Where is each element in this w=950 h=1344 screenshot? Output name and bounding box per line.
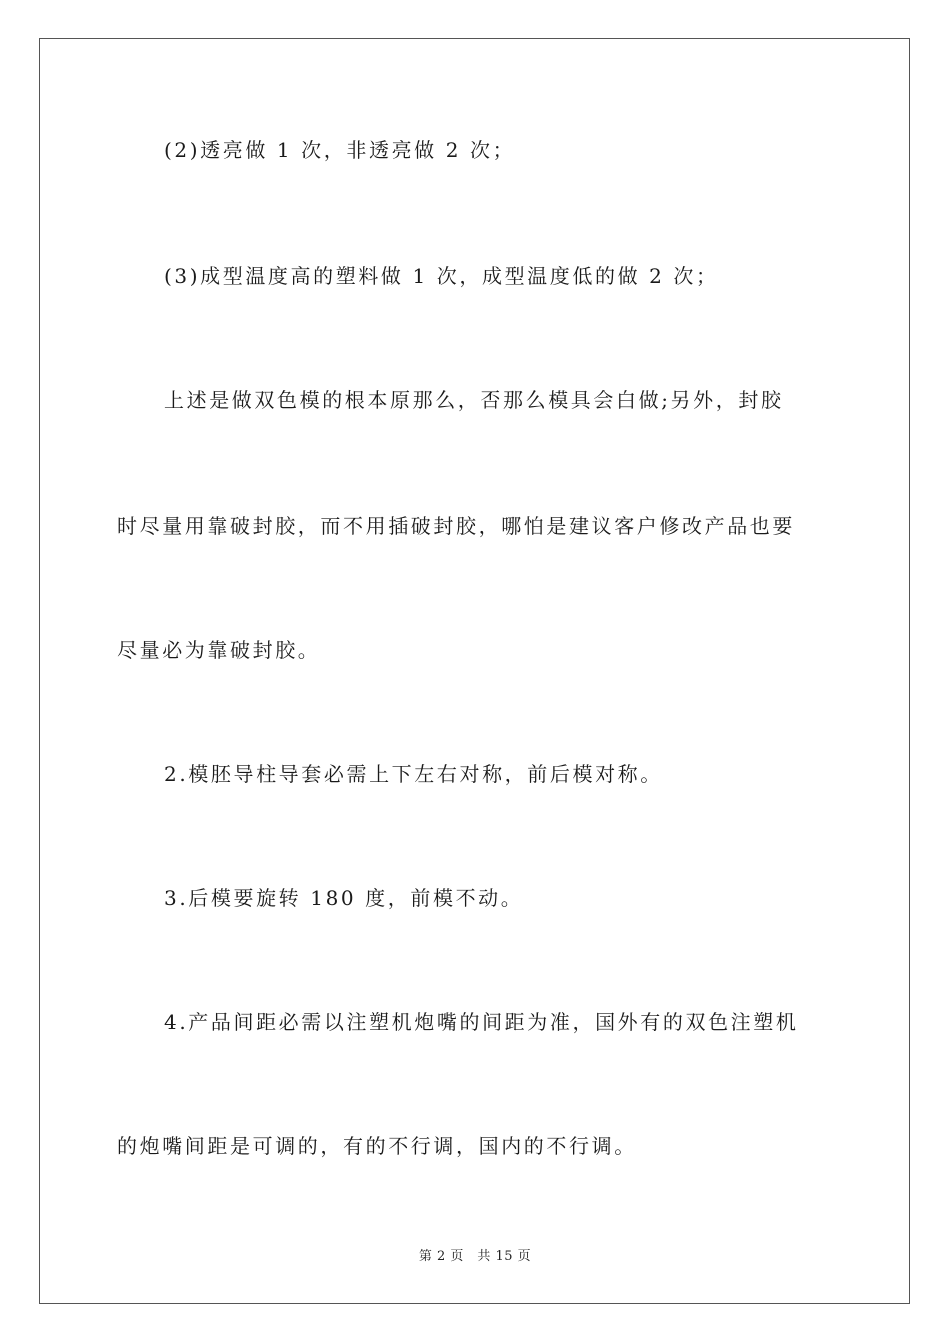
paragraph-line: 尽量必为靠破封胶。 [117,638,321,662]
paragraph-line: 4.产品间距必需以注塑机炮嘴的间距为准，国外有的双色注塑机 [164,1010,799,1034]
paragraph-line: 3.后模要旋转 180 度，前模不动。 [164,886,524,910]
paragraph-line: (2)透亮做 1 次，非透亮做 2 次； [164,138,516,162]
page-border [39,38,910,1304]
page-number-footer: 第 2 页 共 15 页 [418,1249,532,1264]
paragraph-line: 时尽量用靠破封胶，而不用插破封胶，哪怕是建议客户修改产品也要 [117,514,795,538]
paragraph-line: (3)成型温度高的塑料做 1 次，成型温度低的做 2 次； [164,264,719,288]
paragraph-line: 的炮嘴间距是可调的，有的不行调，国内的不行调。 [117,1134,637,1158]
paragraph-line: 2.模胚导柱导套必需上下左右对称，前后模对称。 [164,762,663,786]
paragraph-line: 上述是做双色模的根本原那么，否那么模具会白做;另外，封胶 [164,388,784,412]
